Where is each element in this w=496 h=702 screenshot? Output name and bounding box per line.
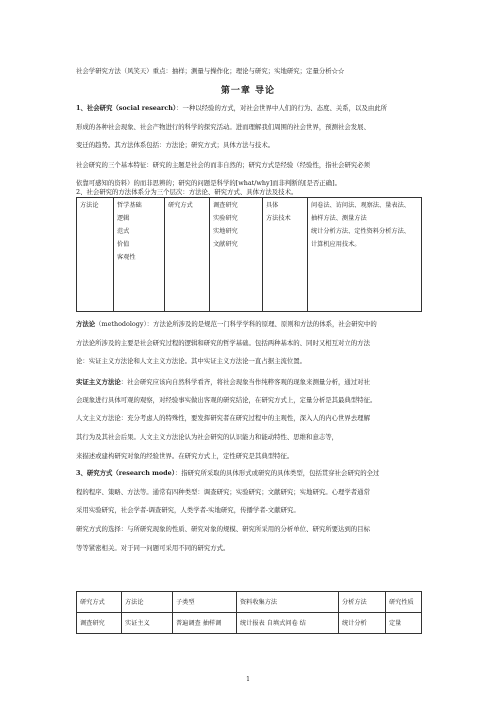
header-line: 社会学研究方法（风笑天）重点：抽样；测量与操作化；理论与研究；实地研究；定量分析☆☆ (76, 67, 345, 75)
paragraph-line: 其行为及其社会后果。人文主义方法论认为社会研究的认识能力和能动特性、思维和意志等， (76, 433, 339, 441)
paragraph-text: ：社会研究应该向自然科学看齐，将社会现象当作纯粹客观的现象来测量分析，通过对社 (120, 378, 370, 386)
paragraph-line: 研究方式的选择：与所研究现象的性质、研究对象的规模、研究所采用的分析单位、研究所要达到的目标 (76, 525, 370, 533)
paragraph-line (76, 104, 421, 112)
table-row (77, 613, 422, 634)
paragraph-line: 采用实验研究，社会学者-调查研究，人类学者-实地研究，传播学者-文献研究。 (76, 506, 300, 514)
table-cell: 普遍调查 抽样调 (173, 613, 237, 634)
cell-line: 实地研究 (213, 228, 238, 235)
term-label: 方法论 (76, 320, 96, 328)
chapter-title: 第一章 导论 (220, 86, 276, 96)
term-label: 实证主义方法论 (76, 378, 121, 386)
cell-line: 价值 (117, 241, 130, 248)
paragraph-line: 等等紧密相关。对于同一问题可采用不同的研究方式。 (76, 544, 230, 552)
table-cell: 方法论 (77, 198, 114, 312)
table-header-cell: 分析方法 (339, 592, 386, 613)
paragraph-line: 方法论所涉及的主要是社会研究过程的逻辑和研究的哲学基础。包括两种基本的、同时又相互对立的方法 (76, 339, 370, 347)
table-header-cell: 研究方式 (77, 592, 122, 613)
cell-line: 范式 (117, 228, 130, 235)
table-cell (263, 198, 308, 312)
table-cell: 定量 (386, 613, 422, 634)
paragraph-text: ：一种以经验的方式，对社会世界中人们的行为、态度、关系，以及由此所 (176, 104, 387, 112)
paragraph-line: 形成的各种社会现象、社会产物进行的科学的探究活动。进而理解我们周围的社会世界，预测社会发展、 (76, 123, 370, 131)
paragraph-line: 变迁的趋势。其方法体系包括：方法论；研究方式；具体方法与技术。 (76, 141, 275, 149)
table-cell: 调查研究 (77, 613, 122, 634)
cell-line: 具体 (266, 202, 279, 209)
cell-line: 实验研究 (213, 215, 238, 222)
cell-line: 哲学基础 (117, 202, 142, 209)
cell-line: 统计分析方法、定性资料分析方法、 (311, 228, 410, 235)
table-cell: 研究方式 (165, 198, 210, 312)
table-header-cell: 方法论 (122, 592, 173, 613)
paragraph-line: 人文主义方法论：充分考虑人的特殊性，要发挥研究者在研究过程中的主观性，深入人的内心世界去理解 (76, 414, 370, 422)
cell-line: 逻辑 (117, 215, 130, 222)
cell-line: 抽样方法、测量方法 (311, 215, 367, 222)
cell-line: 方法技术 (266, 215, 291, 222)
paragraph-line: 社会研究的三个基本特征：研究的主题是社会的而非自然的；研究方式是经验（经验性，指社会研究必须 (76, 161, 370, 169)
paragraph-line (76, 378, 421, 386)
paragraph-text: （methodology）：方法论所涉及的是规范一门科学学科的原理、原则和方法的体系，社会研究中的 (95, 320, 377, 328)
term-label: 3、研究方式（research mode） (76, 469, 175, 477)
table-cell (114, 198, 165, 312)
cell-line: 文献研究 (213, 241, 238, 248)
paragraph-line: 会现象进行具体可观的观察，对经验事实做出客观的研究结论，在研究方式上，定量分析是其最典型特征。 (76, 396, 377, 404)
paragraph-line: 程的程序、策略、方法等。通常有四种类型：调查研究；实验研究；文献研究；实地研究。心理学者通常 (76, 488, 370, 496)
table-cell: 实证主义 (122, 613, 173, 634)
paragraph-line: 2、社会研究的方法体系分为三个层次：方法论、研究方式、具体方法及技术。 (76, 188, 298, 196)
paragraph-line: 论：实证主义方法论和人文主义方法论。其中实证主义方法论一直占据主流位置。 (76, 357, 307, 365)
paragraph-text: ：指研究所采取的具体形式或研究的具体类型，包括贯穿社会研究的全过 (174, 469, 380, 477)
cell-line: 计算机应用技术。 (311, 241, 361, 248)
cell-line: 客观性 (117, 254, 136, 261)
table-cell: 统计报表 自填式问卷 结 (237, 613, 339, 634)
term-label: 1、社会研究（social research） (76, 104, 177, 112)
table-row (77, 592, 422, 613)
cell-line: 调查研究 (213, 202, 238, 209)
cell-line: 问卷法、访问法、观察法、量表法、 (311, 202, 410, 209)
table-cell (308, 198, 422, 312)
paragraph-line (76, 320, 421, 328)
table-header-cell: 资料收集方法 (237, 592, 339, 613)
paragraph-line: 依靠可感知的资料）的而非思辨的；研究的问题是科学的[what/why]而非判断的[是否正确]。 (76, 179, 341, 187)
page-number: 1 (246, 676, 250, 683)
research-mode-table (76, 591, 422, 634)
paragraph-line (76, 469, 421, 477)
table-cell (210, 198, 263, 312)
method-system-table (76, 197, 422, 312)
table-header-cell: 研究性质 (386, 592, 422, 613)
paragraph-line: 来描述或建构研究对象的经验世界。在研究方式上，定性研究是其典型特征。 (76, 452, 294, 460)
table-cell: 统计分析 (339, 613, 386, 634)
table-header-cell: 子类型 (173, 592, 237, 613)
